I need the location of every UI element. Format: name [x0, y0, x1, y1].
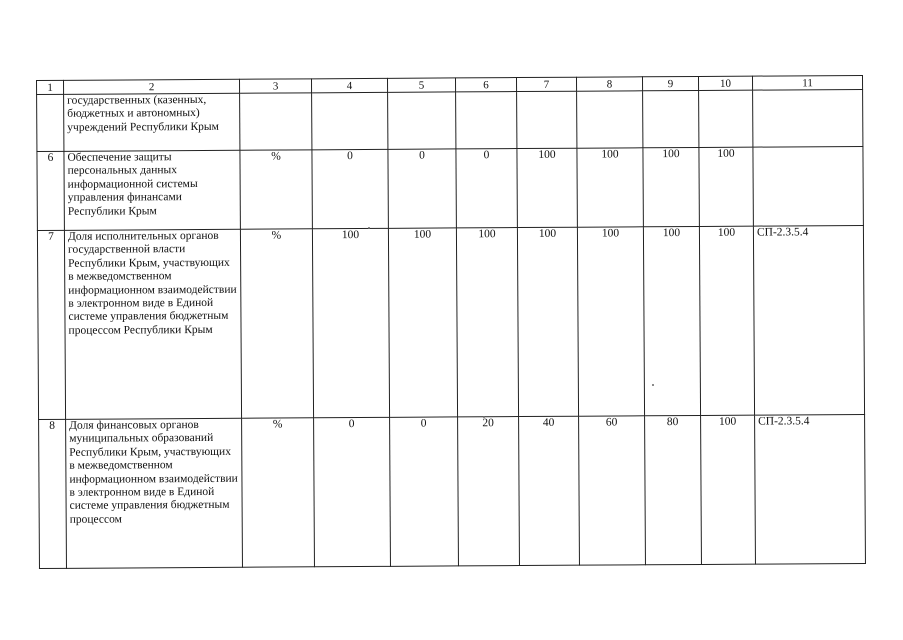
value-cell: 0	[312, 149, 388, 228]
value-cell: 100	[312, 228, 389, 417]
value-cell: 60	[579, 416, 646, 565]
reference-cell: СП-2.3.5.4	[755, 414, 866, 564]
row-number: 7	[37, 230, 65, 419]
header-cell: 3	[239, 79, 311, 93]
table-row	[37, 225, 864, 419]
unit-cell: %	[242, 418, 315, 567]
value-cell: 100	[577, 227, 644, 416]
value-cell	[456, 92, 517, 149]
value-cell	[517, 91, 577, 148]
header-cell: 6	[455, 78, 516, 92]
value-cell: 100	[699, 147, 753, 226]
row-number: 6	[37, 151, 64, 230]
value-cell: 40	[519, 416, 580, 565]
table-row	[37, 89, 863, 151]
value-cell	[643, 90, 699, 147]
unit-cell	[240, 93, 312, 150]
reference-cell	[753, 89, 863, 147]
reference-cell: СП-2.3.5.4	[753, 225, 864, 415]
header-cell: 5	[387, 78, 455, 92]
unit-cell: %	[240, 229, 313, 418]
scan-speck	[483, 416, 485, 418]
table-row	[39, 414, 866, 568]
value-cell: 0	[456, 149, 517, 228]
value-cell: 0	[388, 149, 456, 228]
value-cell: 100	[701, 415, 756, 564]
value-cell: 80	[645, 415, 702, 564]
value-cell: 100	[517, 148, 577, 227]
row-number	[37, 94, 64, 151]
header-cell: 2	[64, 79, 240, 94]
value-cell: 100	[517, 227, 578, 416]
indicator-name: государственных (казенных, бюджетных и автономных) учреждений Республики Крым	[64, 93, 240, 151]
header-cell: 4	[311, 78, 387, 92]
value-cell: 100	[643, 147, 699, 226]
indicator-table-sheet	[36, 75, 866, 569]
header-cell: 9	[642, 76, 698, 90]
indicator-name: Доля финансовых органов муниципальных образований Республики Крым, участвующих в межведомственном информационном взаимодействии в электронном виде в Единой системе управления бюджетным процессом	[66, 418, 243, 568]
value-cell: 100	[388, 228, 457, 417]
indicator-name: Доля исполнительных органов государственной власти Республики Крым, участвующих в межведомственном информационном взаимодействии в электронном виде в Единой системе управления бюджетным процессом Республики Крым	[64, 229, 241, 419]
value-cell: 100	[699, 226, 754, 415]
row-number: 8	[39, 419, 67, 568]
value-cell: 20	[458, 417, 520, 566]
scan-speck	[368, 227, 370, 229]
header-cell: 11	[752, 75, 862, 90]
scan-speck	[652, 384, 654, 386]
value-cell: 100	[456, 228, 518, 417]
header-cell: 10	[698, 76, 752, 90]
value-cell: 100	[577, 148, 643, 227]
unit-cell: %	[240, 150, 312, 229]
table-row	[37, 146, 863, 230]
value-cell: 0	[314, 417, 391, 566]
value-cell: 0	[390, 417, 459, 566]
value-cell	[577, 91, 643, 148]
reference-cell	[753, 146, 863, 226]
indicator-table	[36, 75, 866, 569]
value-cell	[699, 90, 753, 147]
header-cell: 7	[516, 77, 576, 91]
value-cell: 100	[643, 226, 700, 415]
header-cell: 8	[576, 77, 642, 91]
header-cell: 1	[37, 80, 64, 94]
value-cell	[312, 92, 388, 149]
value-cell	[388, 92, 456, 149]
indicator-name: Обеспечение защиты персональных данных информационной системы управления финансами Республики Крым	[64, 150, 240, 230]
